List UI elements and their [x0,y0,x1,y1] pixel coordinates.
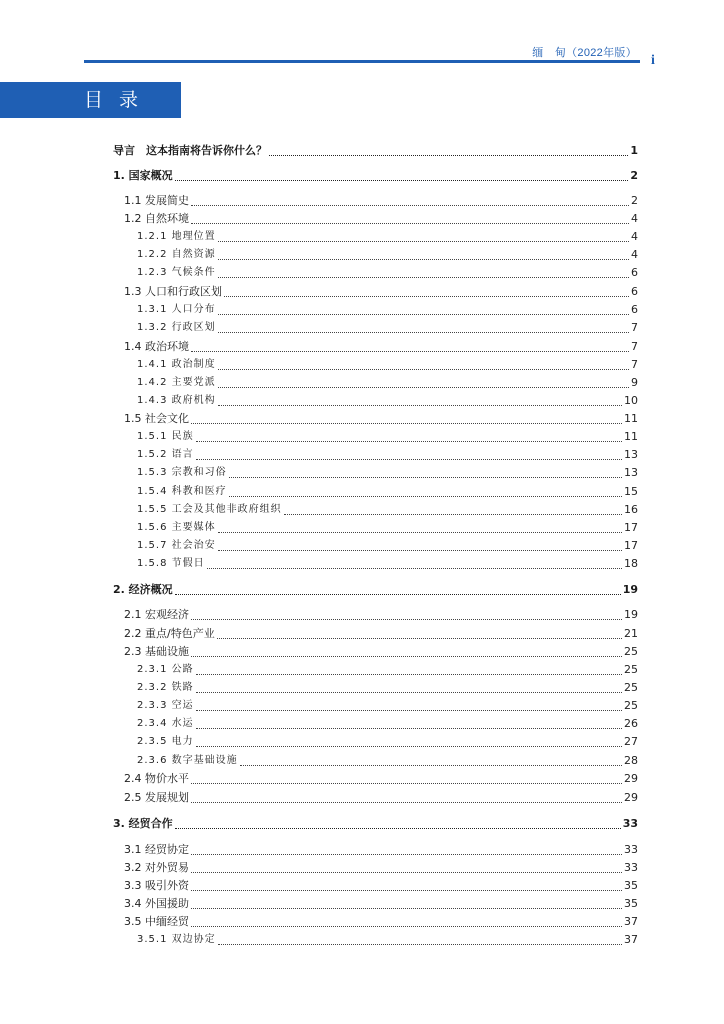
toc-entry[interactable] [137,447,638,463]
dot-leader [175,594,621,595]
dot-leader [269,155,628,156]
toc-entry-label: 1.5.3 宗教和习俗 [137,467,227,478]
toc-entry-page: 15 [624,485,638,498]
dot-leader [218,532,622,533]
toc-entry[interactable] [124,411,638,427]
dot-leader [191,619,622,620]
toc-entry[interactable] [113,582,638,598]
dot-leader [196,746,622,747]
toc-entry-label: 1.2.1 地理位置 [137,231,216,242]
toc-entry-page: 17 [624,539,638,552]
toc-entry-page: 4 [631,212,638,225]
toc-title: 目录 [0,82,181,118]
toc-entry-page: 16 [624,503,638,516]
toc-entry[interactable] [137,556,638,572]
dot-leader [175,828,621,829]
toc-entry-label: 3. 经贸合作 [113,817,173,830]
toc-entry-page: 7 [631,340,638,353]
toc-entry[interactable] [124,896,638,912]
toc-entry-page: 33 [624,843,638,856]
toc-entry-label: 1.5 社会文化 [124,412,189,425]
toc-entry-label: 2.1 宏观经济 [124,608,189,621]
toc-entry-page: 4 [631,230,638,243]
toc-entry-label: 1.2.3 气候条件 [137,267,216,278]
toc-entry[interactable] [124,860,638,876]
dot-leader [224,296,629,297]
toc-entry-label: 1.3 人口和行政区划 [124,285,222,298]
toc-entry-label: 1.5.8 节假日 [137,558,205,569]
toc-entry[interactable] [137,502,638,518]
dot-leader [284,514,622,515]
toc-entry-label: 2.3.6 数字基础设施 [137,755,238,766]
dot-leader [191,223,629,224]
toc-entry[interactable] [124,607,638,623]
toc-entry-label: 1.5.7 社会治安 [137,540,216,551]
toc-entry[interactable] [137,716,638,732]
toc-entry[interactable] [137,247,638,263]
toc-entry[interactable] [124,914,638,930]
toc-entry-label: 3.5 中缅经贸 [124,915,189,928]
toc-entry-page: 25 [624,681,638,694]
toc-entry-label: 1.5.2 语言 [137,449,194,460]
dot-leader [191,205,629,206]
toc-entry-label: 1.4.1 政治制度 [137,359,216,370]
toc-entry-label: 1.1 发展简史 [124,194,189,207]
toc-entry-page: 37 [624,933,638,946]
toc-entry-page: 29 [624,791,638,804]
toc-entry[interactable] [124,193,638,209]
toc-entry-page: 13 [624,448,638,461]
toc-entry[interactable] [137,265,638,281]
toc-entry-label: 2.3.5 电力 [137,736,194,747]
toc-entry[interactable] [137,662,638,678]
toc-entry-page: 25 [624,663,638,676]
toc-entry-page: 35 [624,879,638,892]
toc-entry[interactable] [137,302,638,318]
toc-entry-page: 37 [624,915,638,928]
toc-entry[interactable] [124,211,638,227]
dot-leader [191,926,622,927]
toc-entry-label: 2.3 基础设施 [124,645,189,658]
toc-entry-label: 1.2 自然环境 [124,212,189,225]
toc-entry[interactable] [124,878,638,894]
toc-entry-label: 1.3.2 行政区划 [137,322,216,333]
toc-entry[interactable] [137,932,638,948]
toc-entry-label: 1.5.4 科教和医疗 [137,486,227,497]
dot-leader [229,496,622,497]
toc-entry-label: 1.4 政治环境 [124,340,189,353]
dot-leader [217,638,622,639]
toc-entry[interactable] [124,842,638,858]
toc-entry[interactable] [137,538,638,554]
dot-leader [218,259,629,260]
toc-entry[interactable] [137,429,638,445]
toc-entry-page: 27 [624,735,638,748]
toc-entry-page: 6 [631,303,638,316]
toc-entry[interactable] [137,753,638,769]
dot-leader [191,872,622,873]
toc-entry[interactable] [113,816,638,832]
dot-leader [196,459,622,460]
toc-entry-page: 26 [624,717,638,730]
toc-entry[interactable] [137,734,638,750]
toc-entry-label: 2.3.3 空运 [137,700,194,711]
toc-entry[interactable] [137,680,638,696]
dot-leader [218,944,622,945]
page-number-roman: i [651,53,655,68]
toc-entry-page: 2 [631,194,638,207]
toc-entry-label: 1.2.2 自然资源 [137,249,216,260]
toc-entry-label: 2.3.4 水运 [137,718,194,729]
toc-entry-page: 25 [624,699,638,712]
dot-leader [218,332,629,333]
toc-entry-label: 2.5 发展规划 [124,791,189,804]
toc-entry-label: 2.4 物价水平 [124,772,189,785]
toc-entry[interactable] [137,320,638,336]
toc-entry-page: 19 [622,583,638,596]
toc-entry-label: 1.4.3 政府机构 [137,395,216,406]
toc-entry-page: 7 [631,358,638,371]
dot-leader [175,180,629,181]
toc-entry[interactable] [137,229,638,245]
dot-leader [196,692,622,693]
dot-leader [191,854,622,855]
dot-leader [229,477,622,478]
toc-entry-page: 33 [622,817,638,830]
toc-entry-label: 3.3 吸引外资 [124,879,189,892]
dot-leader [196,441,622,442]
toc-entry[interactable] [137,520,638,536]
dot-leader [240,765,622,766]
running-header: 缅 甸（2022年版） [532,47,637,59]
toc-entry-label: 3.2 对外贸易 [124,861,189,874]
toc-entry-page: 2 [630,169,638,182]
toc-entry-page: 4 [631,248,638,261]
toc-entry[interactable] [137,465,638,481]
dot-leader [207,568,622,569]
dot-leader [218,241,629,242]
toc-entry-label: 3.1 经贸协定 [124,843,189,856]
toc-entry-page: 11 [624,412,638,425]
dot-leader [196,728,622,729]
toc-entry[interactable] [124,790,638,806]
dot-leader [196,710,622,711]
toc-entry-page: 28 [624,754,638,767]
toc-entry-label: 2. 经济概况 [113,583,173,596]
dot-leader [218,387,629,388]
toc-entry[interactable] [137,357,638,373]
toc-entry[interactable] [124,771,638,787]
dot-leader [191,423,622,424]
toc-entry-page: 9 [631,376,638,389]
dot-leader [196,674,622,675]
toc-entry-label: 1.5.6 主要媒体 [137,522,216,533]
toc-entry-page: 17 [624,521,638,534]
toc-entry[interactable] [137,698,638,714]
dot-leader [218,277,629,278]
toc-entry-label: 1.5.5 工会及其他非政府组织 [137,504,282,515]
dot-leader [191,890,622,891]
toc-entry-label: 1.5.1 民族 [137,431,194,442]
toc-entry-page: 6 [631,285,638,298]
dot-leader [191,351,629,352]
toc-entry[interactable] [124,644,638,660]
toc-entry[interactable] [124,284,638,300]
toc-entry-page: 21 [624,627,638,640]
toc-entry-page: 18 [624,557,638,570]
toc-entry-page: 1 [630,144,638,157]
toc-entry[interactable] [124,626,638,642]
toc-entry-label: 3.4 外国援助 [124,897,189,910]
dot-leader [218,369,629,370]
toc-entry-page: 13 [624,466,638,479]
toc-entry[interactable] [137,484,638,500]
toc-entry-label: 1.4.2 主要党派 [137,377,216,388]
toc-entry-label: 2.3.1 公路 [137,664,194,675]
dot-leader [191,783,622,784]
toc-entry-label: 1.3.1 人口分布 [137,304,216,315]
dot-leader [191,908,622,909]
toc-entry-label: 1. 国家概况 [113,169,173,182]
toc-entry-page: 19 [624,608,638,621]
toc-entry-page: 29 [624,772,638,785]
toc-entry-page: 35 [624,897,638,910]
toc-entry-page: 33 [624,861,638,874]
dot-leader [191,656,622,657]
toc-entry[interactable] [113,168,638,184]
toc-entry[interactable] [124,339,638,355]
toc-entry-page: 11 [624,430,638,443]
toc-entry-page: 25 [624,645,638,658]
toc-entry-label: 3.5.1 双边协定 [137,934,216,945]
toc-entry-label: 导言 这本指南将告诉你什么？ [113,144,267,157]
toc-entry-label: 2.2 重点/特色产业 [124,627,215,640]
toc-entry[interactable] [137,393,638,409]
toc-entry-label: 2.3.2 铁路 [137,682,194,693]
toc-entry[interactable] [137,375,638,391]
toc-entry-page: 10 [624,394,638,407]
dot-leader [218,550,622,551]
toc-entry-page: 6 [631,266,638,279]
toc-entry[interactable] [113,143,638,159]
toc-entry-page: 7 [631,321,638,334]
dot-leader [218,314,629,315]
dot-leader [218,405,622,406]
dot-leader [191,802,622,803]
